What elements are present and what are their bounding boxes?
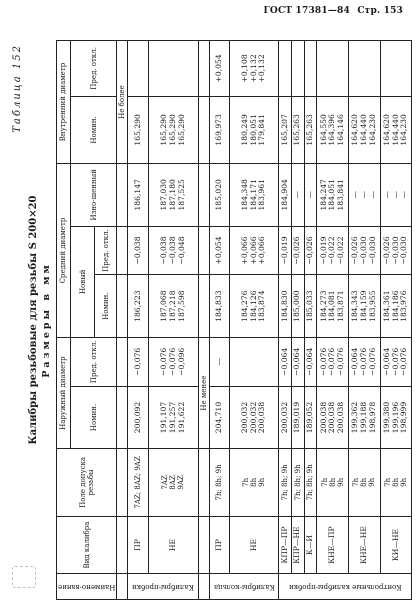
inner-dev — [317, 41, 349, 97]
gauge-kind: КПР—ПР — [279, 516, 292, 574]
mid-dev: +0,066 +0,066 +0,066 — [229, 226, 278, 275]
inner-nom: 164,620 164,440 164,230 — [349, 96, 381, 163]
mid-nom: 184,830 — [279, 275, 292, 338]
tolerance-field: 7h; 8h; 9h — [304, 449, 317, 516]
tolerance-field: 7AZ 8AZ 9AZ — [148, 449, 198, 516]
tolerance-field: 7h 8h 9h — [229, 449, 278, 516]
mid-nom: 185,000 — [291, 275, 304, 338]
worn: 184,247 184,051 183,841 — [317, 164, 349, 227]
col-mid-nom: Номин. — [95, 275, 117, 338]
outer-nom: 189,052 — [304, 386, 317, 449]
gost-number: ГОСТ 17381—84 — [263, 6, 350, 16]
gauge-kind: НЕ — [229, 516, 278, 574]
col-new-header: Новый — [71, 226, 95, 337]
gauge-kind: НЕ — [148, 516, 198, 574]
mid-nom: 187,068 187,218 187,598 — [148, 275, 198, 338]
not-less-label: Не менее — [198, 337, 209, 448]
outer-dev: −0,064 −0,076 −0,076 — [349, 337, 381, 386]
worn: 187,030 187,180 187,525 — [148, 164, 198, 227]
not-less-row — [198, 41, 209, 600]
inner-nom: 165,263 — [304, 96, 317, 163]
worn: — — — — [349, 164, 381, 227]
inner-nom: 164,620 164,440 164,230 — [380, 96, 412, 163]
col-inner-dev: Пред. откл. — [71, 41, 117, 97]
gauge-kind: КИ—НЕ — [380, 516, 412, 574]
inner-dev: +0,108 +0,132 +0,132 — [229, 41, 278, 97]
outer-dev: −0,064 — [279, 337, 292, 386]
page-number: Стр. 153 — [357, 6, 403, 16]
inner-nom: 164,550 164,396 164,146 — [317, 96, 349, 163]
table-subtitle: Размеры в мм — [41, 262, 52, 378]
outer-nom: 200,032 200,032 200,038 — [229, 386, 278, 449]
worn: 185,020 — [209, 164, 229, 227]
outer-nom: 189,019 — [291, 386, 304, 449]
col-outer-dev: Пред. откл. — [71, 337, 117, 386]
mid-dev: −0,026 — [304, 226, 317, 275]
table-row — [148, 41, 198, 600]
inner-dev — [148, 41, 198, 97]
worn: — — [304, 164, 317, 227]
outer-nom: 199,362 199,188 198,978 — [349, 386, 381, 449]
tolerance-field: 7h; 8h; 9h — [279, 449, 292, 516]
gauge-kind: ПР — [209, 516, 229, 574]
gauge-kind: КНЕ—ПР — [317, 516, 349, 574]
worn: 184,348 184,171 183,961 — [229, 164, 278, 227]
col-kind-header: Вид калибра — [57, 516, 117, 574]
table-row — [317, 41, 349, 600]
table-row — [380, 41, 412, 600]
tolerance-field: 7h 8h 9h — [317, 449, 349, 516]
outer-nom: 200,038 200,038 200,038 — [317, 386, 349, 449]
page-header — [259, 6, 403, 16]
inner-dev — [279, 41, 292, 97]
table-row — [128, 41, 148, 600]
mid-dev: −0,026 — [291, 226, 304, 275]
mid-nom: 186,223 — [128, 275, 148, 338]
table-title: Калибры резьбовые для резьбы S 200×20 — [28, 195, 39, 445]
gauge-kind: КПР—НЕ — [291, 516, 304, 574]
inner-dev: +0,054 — [209, 41, 229, 97]
rotated-table-page — [8, 40, 409, 600]
mid-dev: −0,038 −0,038 −0,048 — [148, 226, 198, 275]
gauge-kind: ПР — [128, 516, 148, 574]
mid-nom: 185,033 — [304, 275, 317, 338]
gauge-kind: К—И — [304, 516, 317, 574]
outer-nom: 200,032 — [279, 386, 292, 449]
col-worn-header: Изно-шенный — [71, 164, 117, 227]
mid-dev: −0,038 — [128, 226, 148, 275]
tolerance-field: 7h; 8h; 9h — [209, 449, 229, 516]
outer-dev: −0,064 −0,076 −0,076 — [380, 337, 412, 386]
inner-nom: 165,207 — [279, 96, 292, 163]
worn: 184,904 — [279, 164, 292, 227]
inner-dev — [128, 41, 148, 97]
mid-dev: +0,054 — [209, 226, 229, 275]
not-more-row — [117, 41, 128, 600]
inner-nom: 165,290 — [128, 96, 148, 163]
col-outer-nom: Номин. — [71, 386, 117, 449]
group-g3: Контрольные калибры-пробки — [279, 574, 412, 600]
mid-dev: −0,019 −0,022 −0,022 — [317, 226, 349, 275]
inner-dev — [304, 41, 317, 97]
col-field-header: Поле допуска резьбы — [57, 449, 117, 516]
col-middle-header: Средний диаметр — [57, 164, 71, 338]
outer-nom: 200,092 — [128, 386, 148, 449]
mid-dev: −0,026 −0,030 −0,030 — [380, 226, 412, 275]
worn: 186,147 — [128, 164, 148, 227]
outer-nom: 199,380 199,196 198,999 — [380, 386, 412, 449]
not-more-label: Не более — [117, 41, 128, 164]
mid-dev: −0,019 — [279, 226, 292, 275]
table-row — [209, 41, 229, 600]
outer-dev: — — [209, 337, 229, 386]
inner-nom: 180,249 180,051 179,841 — [229, 96, 278, 163]
mid-dev: −0,026 −0,030 −0,030 — [349, 226, 381, 275]
mid-nom: 184,361 184,186 183,976 — [380, 275, 412, 338]
table-caption: Таблица 152 — [12, 44, 23, 133]
inner-nom: 165,290 165,290 165,290 — [148, 96, 198, 163]
tolerance-field: 7h 8h 9h — [380, 449, 412, 516]
table-row — [349, 41, 381, 600]
gauge-table — [56, 40, 412, 600]
inner-dev — [349, 41, 381, 97]
outer-dev: −0,064 — [304, 337, 317, 386]
mid-nom: 184,833 — [209, 275, 229, 338]
col-inner-nom: Номин. — [71, 96, 117, 163]
inner-dev — [380, 41, 412, 97]
table-row — [229, 41, 278, 600]
worn: — — — — [380, 164, 412, 227]
mid-nom: 184,273 184,081 183,871 — [317, 275, 349, 338]
worn: — — [291, 164, 304, 227]
mid-nom: 184,276 184,126 183,874 — [229, 275, 278, 338]
outer-dev — [229, 337, 278, 386]
outer-dev: −0,076 −0,076 −0,096 — [148, 337, 198, 386]
group-g1: Калибры-пробки — [128, 574, 199, 600]
outer-dev: −0,064 — [291, 337, 304, 386]
col-outer-header: Наружный диаметр — [57, 337, 71, 448]
outer-dev: −0,076 −0,076 −0,076 — [317, 337, 349, 386]
table-row — [304, 41, 317, 600]
col-inner-header: Внутренний диаметр — [57, 41, 71, 164]
group-g2: Калибры-кольца — [209, 574, 278, 600]
inner-nom: 169,973 — [209, 96, 229, 163]
outer-nom: 204,710 — [209, 386, 229, 449]
table-row — [279, 41, 292, 600]
outer-dev: −0,076 — [128, 337, 148, 386]
outer-nom: 191,107 191,257 191,622 — [148, 386, 198, 449]
inner-nom: 165,263 — [291, 96, 304, 163]
tolerance-field: 7AZ; 8AZ; 9AZ — [128, 449, 148, 516]
col-name-header: Наимено-вание — [57, 574, 117, 600]
inner-dev — [291, 41, 304, 97]
table-row — [291, 41, 304, 600]
gauge-kind: КНЕ—НЕ — [349, 516, 381, 574]
tolerance-field: 7h; 8h; 9h — [291, 449, 304, 516]
tolerance-field: 7h 8h 9h — [349, 449, 381, 516]
col-mid-dev: Пред. откл. — [95, 226, 117, 275]
mid-nom: 184,343 184,159 183,955 — [349, 275, 381, 338]
